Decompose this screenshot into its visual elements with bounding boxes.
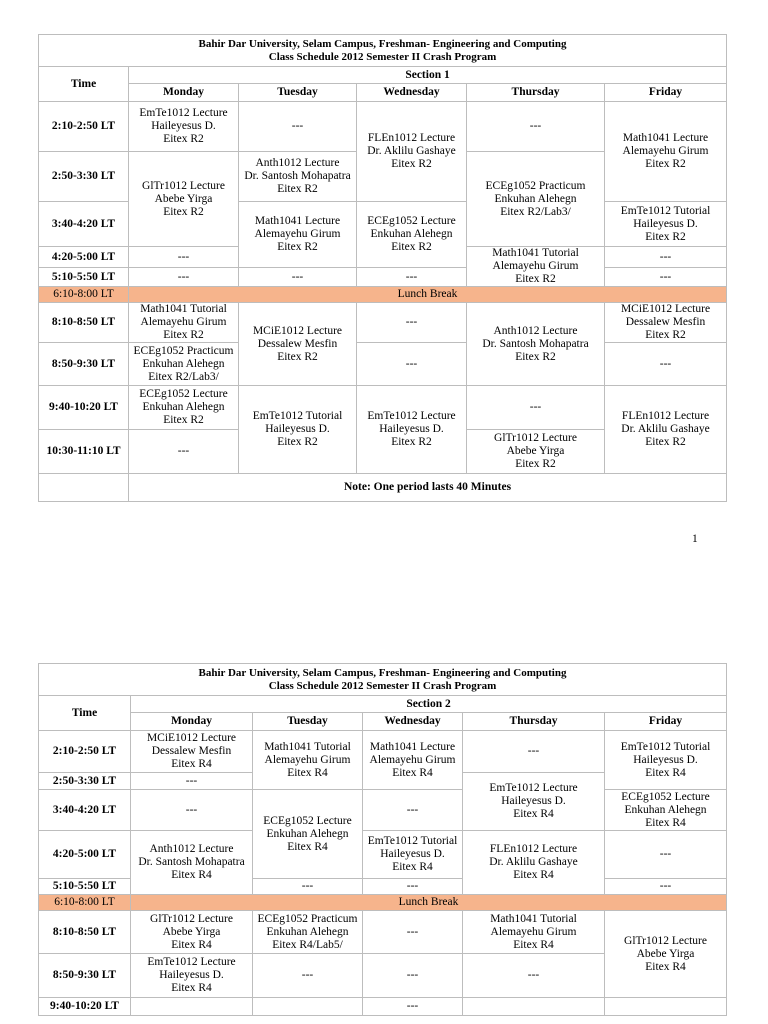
day-header-monday: Monday [131, 713, 253, 731]
section1-title: Bahir Dar University, Selam Campus, Freshman- Engineering and Computing Class Schedule 2012 Semester II Crash Program [39, 35, 727, 67]
class-cell: --- [605, 831, 727, 879]
day-header-friday: Friday [605, 713, 727, 731]
class-cell: EmTe1012 Lecture Haileyesus D. Eitex R4 [131, 954, 253, 998]
time-slot: 8:50-9:30 LT [39, 954, 131, 998]
day-header-wednesday: Wednesday [357, 84, 467, 102]
class-cell: GlTr1012 Lecture Abebe Yirga Eitex R4 [605, 911, 727, 998]
class-cell: --- [363, 998, 463, 1016]
time-header: Time [39, 696, 131, 731]
time-slot: 10:30-11:10 LT [39, 430, 129, 474]
class-cell: Math1041 Tutorial Alemayehu Girum Eitex R2 [467, 247, 605, 287]
class-cell: --- [363, 879, 463, 895]
time-slot: 5:10-5:50 LT [39, 268, 129, 287]
section2-title: Bahir Dar University, Selam Campus, Freshman- Engineering and Computing Class Schedule 2012 Semester II Crash Program [39, 664, 727, 696]
day-header-tuesday: Tuesday [253, 713, 363, 731]
time-slot: 8:10-8:50 LT [39, 911, 131, 954]
class-cell: --- [129, 247, 239, 268]
class-cell: MCiE1012 Lecture Dessalew Mesfin Eitex R2 [239, 303, 357, 386]
class-cell: --- [605, 247, 727, 268]
time-slot: 2:50-3:30 LT [39, 152, 129, 202]
class-cell: FLEn1012 Lecture Dr. Aklilu Gashaye Eitex R4 [463, 831, 605, 895]
class-cell: --- [357, 343, 467, 386]
class-cell: --- [239, 268, 357, 287]
class-cell: Math1041 Lecture Alemayehu Girum Eitex R2 [239, 202, 357, 268]
class-cell: FLEn1012 Lecture Dr. Aklilu Gashaye Eitex R2 [357, 102, 467, 202]
schedule-page-1 [38, 34, 726, 502]
class-cell: --- [131, 790, 253, 831]
time-slot: 9:40-10:20 LT [39, 386, 129, 430]
time-slot: 2:10-2:50 LT [39, 731, 131, 773]
time-slot: 8:50-9:30 LT [39, 343, 129, 386]
class-cell: --- [131, 773, 253, 790]
time-slot-lunch: 6:10-8:00 LT [39, 287, 129, 303]
note: Note: One period lasts 40 Minutes [129, 474, 727, 502]
class-cell: --- [129, 268, 239, 287]
time-slot: 5:10-5:50 LT [39, 879, 131, 895]
class-cell: ECEg1052 Practicum Enkuhan Alehegn Eitex R2/Lab3/ [129, 343, 239, 386]
schedule-page-2 [38, 663, 726, 1016]
class-cell: EmTe1012 Tutorial Haileyesus D. Eitex R2 [605, 202, 727, 247]
page-number: 1 [692, 533, 698, 545]
class-cell: ECEg1052 Lecture Enkuhan Alehegn Eitex R2 [357, 202, 467, 268]
class-cell: --- [605, 879, 727, 895]
class-cell: FLEn1012 Lecture Dr. Aklilu Gashaye Eitex R2 [605, 386, 727, 474]
class-cell: Math1041 Lecture Alemayehu Girum Eitex R2 [605, 102, 727, 202]
class-cell: --- [253, 879, 363, 895]
class-cell: GlTr1012 Lecture Abebe Yirga Eitex R2 [129, 152, 239, 247]
class-cell: ECEg1052 Lecture Enkuhan Alehegn Eitex R4 [605, 790, 727, 831]
class-cell: EmTe1012 Lecture Haileyesus D. Eitex R4 [463, 773, 605, 831]
time-slot: 2:50-3:30 LT [39, 773, 131, 790]
class-cell: --- [363, 790, 463, 831]
class-cell: --- [467, 386, 605, 430]
class-cell: EmTe1012 Tutorial Haileyesus D. Eitex R2 [239, 386, 357, 474]
class-cell: ECEg1052 Lecture Enkuhan Alehegn Eitex R4 [253, 790, 363, 879]
class-cell: --- [463, 731, 605, 773]
day-header-thursday: Thursday [467, 84, 605, 102]
section-label: Section 2 [131, 696, 727, 713]
day-header-friday: Friday [605, 84, 727, 102]
lunch-break: Lunch Break [129, 287, 727, 303]
class-cell: --- [467, 102, 605, 152]
class-cell: --- [357, 268, 467, 287]
class-cell: GlTr1012 Lecture Abebe Yirga Eitex R4 [131, 911, 253, 954]
class-cell: --- [605, 343, 727, 386]
class-cell: --- [363, 954, 463, 998]
class-cell: MCiE1012 Lecture Dessalew Mesfin Eitex R4 [131, 731, 253, 773]
class-cell: --- [253, 954, 363, 998]
class-cell: --- [239, 102, 357, 152]
time-slot: 3:40-4:20 LT [39, 202, 129, 247]
time-slot: 4:20-5:00 LT [39, 247, 129, 268]
lunch-break: Lunch Break [131, 895, 727, 911]
section-label: Section 1 [129, 67, 727, 84]
class-cell: ECEg1052 Lecture Enkuhan Alehegn Eitex R2 [129, 386, 239, 430]
class-cell: --- [363, 911, 463, 954]
class-cell: EmTe1012 Tutorial Haileyesus D. Eitex R4 [605, 731, 727, 790]
class-cell: GlTr1012 Lecture Abebe Yirga Eitex R2 [467, 430, 605, 474]
class-cell: Math1041 Tutorial Alemayehu Girum Eitex R4 [463, 911, 605, 954]
class-cell: Math1041 Tutorial Alemayehu Girum Eitex R2 [129, 303, 239, 343]
class-cell: EmTe1012 Lecture Haileyesus D. Eitex R2 [129, 102, 239, 152]
class-cell: Anth1012 Lecture Dr. Santosh Mohapatra Eitex R4 [131, 831, 253, 895]
day-header-thursday: Thursday [463, 713, 605, 731]
day-header-wednesday: Wednesday [363, 713, 463, 731]
class-cell: MCiE1012 Lecture Dessalew Mesfin Eitex R2 [605, 303, 727, 343]
class-cell: Anth1012 Lecture Dr. Santosh Mohapatra Eitex R2 [239, 152, 357, 202]
time-slot: 2:10-2:50 LT [39, 102, 129, 152]
class-cell: --- [605, 268, 727, 287]
class-cell: Math1041 Lecture Alemayehu Girum Eitex R4 [363, 731, 463, 790]
day-header-tuesday: Tuesday [239, 84, 357, 102]
section1-schedule-table [38, 34, 727, 502]
class-cell: ECEg1052 Practicum Enkuhan Alehegn Eitex R2/Lab3/ [467, 152, 605, 247]
class-cell: EmTe1012 Tutorial Haileyesus D. Eitex R4 [363, 831, 463, 879]
section2-schedule-table [38, 663, 727, 1016]
time-slot: 8:10-8:50 LT [39, 303, 129, 343]
time-slot: 9:40-10:20 LT [39, 998, 131, 1016]
time-slot-lunch: 6:10-8:00 LT [39, 895, 131, 911]
class-cell: --- [357, 303, 467, 343]
day-header-monday: Monday [129, 84, 239, 102]
class-cell: ECEg1052 Practicum Enkuhan Alehegn Eitex R4/Lab5/ [253, 911, 363, 954]
class-cell: --- [129, 430, 239, 474]
time-header: Time [39, 67, 129, 102]
time-slot: 4:20-5:00 LT [39, 831, 131, 879]
class-cell: EmTe1012 Lecture Haileyesus D. Eitex R2 [357, 386, 467, 474]
class-cell: --- [463, 954, 605, 998]
class-cell: Anth1012 Lecture Dr. Santosh Mohapatra Eitex R2 [467, 303, 605, 386]
time-slot: 3:40-4:20 LT [39, 790, 131, 831]
class-cell: Math1041 Tutorial Alemayehu Girum Eitex R4 [253, 731, 363, 790]
